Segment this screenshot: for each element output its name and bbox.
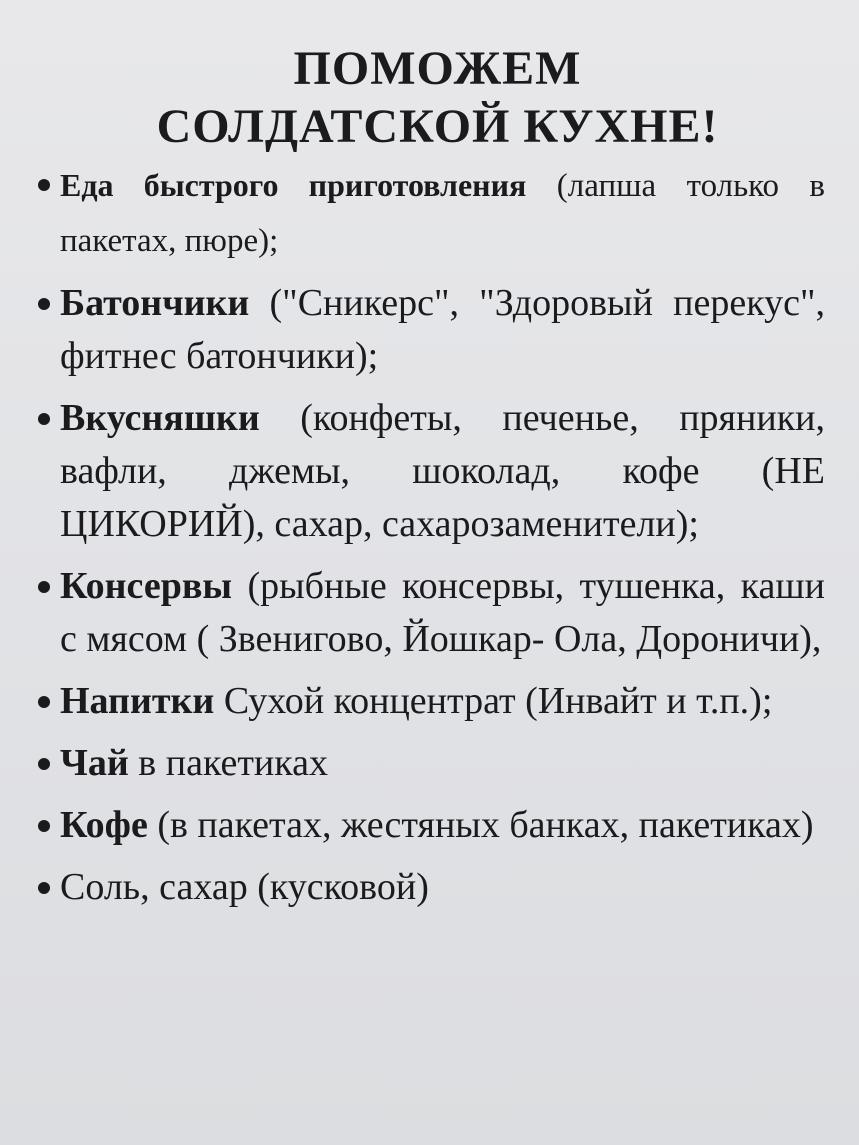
list-item-drinks [60, 675, 825, 728]
list-item-canned-food [60, 560, 825, 666]
bullet-icon [38, 758, 50, 770]
bullet-icon [38, 298, 50, 310]
list-item-heading: Батончики [60, 282, 250, 324]
poster-title [60, 40, 825, 156]
bullet-icon [38, 696, 50, 708]
list-item-text: ("Сникерс", "Здоровый перекус", фитнес батончики); [60, 282, 825, 377]
bullet-icon [38, 581, 50, 593]
list-item-salt-sugar [60, 861, 825, 914]
title-line-1: ПОМОЖЕМ [293, 42, 582, 95]
list-item-heading: Консервы [60, 565, 233, 607]
list-item-heading: Кофе [60, 804, 148, 846]
bullet-icon [38, 413, 50, 425]
list-item-text: (лапша только в пакетах, пюре); [60, 168, 825, 259]
list-item-tea [60, 737, 825, 790]
list-item-heading: Напитки [60, 680, 215, 722]
title-line-2: СОЛДАТСКОЙ КУХНЕ! [156, 100, 719, 153]
list-item-heading: Вкусняшки [60, 397, 260, 439]
list-item-fast-food [60, 158, 825, 268]
bullet-icon [38, 882, 50, 894]
list-item-text: (рыбные консервы, тушенка, каши с мясом ( Звенигово, Йошкар- Ола, Дороничи), [60, 565, 825, 660]
list-item-text: в пакетиках [128, 742, 329, 784]
list-item-text: (в пакетах, жестяных банках, пакетиках) [147, 804, 814, 846]
list-item-heading: Чай [60, 742, 129, 784]
list-item-text: Соль, сахар (кусковой) [60, 866, 429, 908]
list-item-heading: Еда быстрого приготовления [60, 167, 527, 203]
list-item-text: Сухой концентрат (Инвайт и т.п.); [214, 680, 773, 722]
list-item-coffee [60, 799, 825, 852]
bullet-icon [38, 179, 50, 191]
donation-list [60, 158, 825, 914]
list-item-bars [60, 277, 825, 383]
bullet-icon [38, 820, 50, 832]
list-item-text: (конфеты, печенье, пряники, вафли, джемы, шоколад, кофе (НЕ ЦИКОРИЙ), сахар, сахарозаменители); [60, 397, 825, 545]
list-item-treats [60, 392, 825, 551]
